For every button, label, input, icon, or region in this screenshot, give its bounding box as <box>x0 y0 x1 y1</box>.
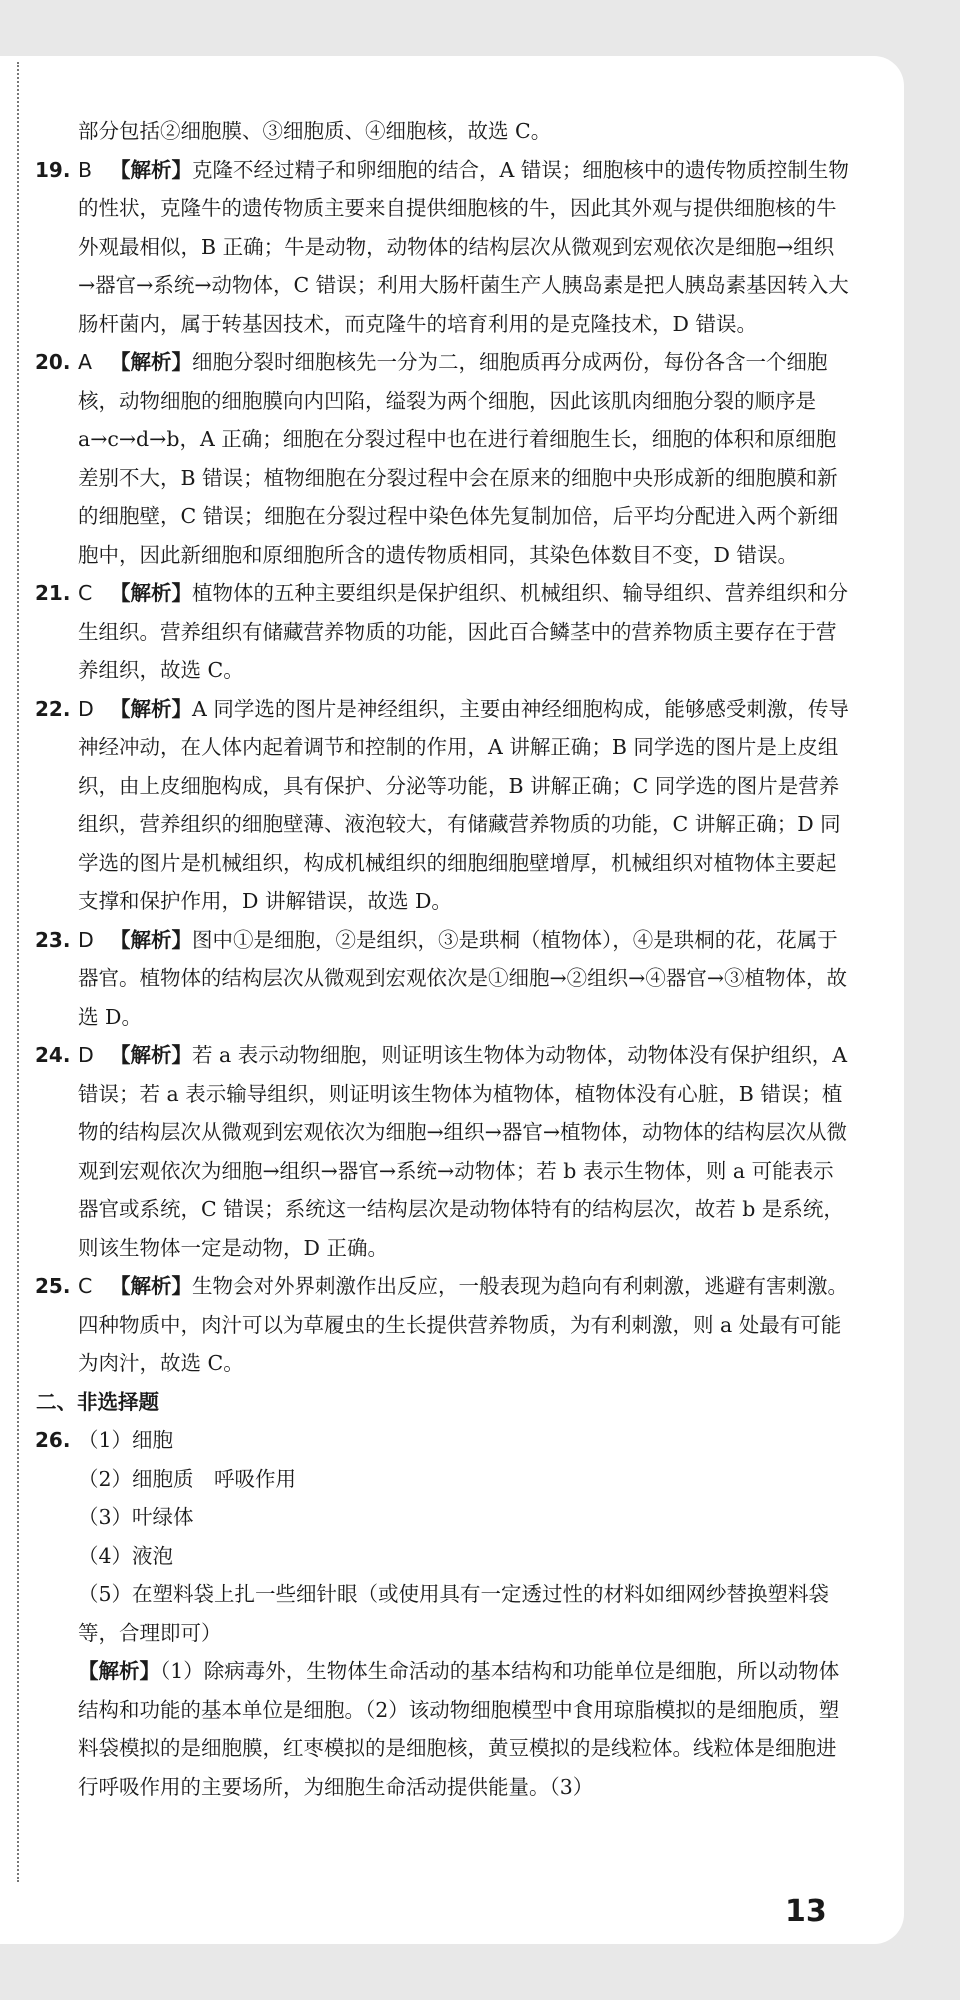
question-number: 24. <box>35 1043 71 1067</box>
question-number: 25. <box>35 1274 71 1298</box>
analysis-block <box>78 1652 850 1806</box>
analysis-tag: 【解析】 <box>78 1659 160 1683</box>
question-number: 23. <box>35 927 71 952</box>
sub-answer: （1）细胞 <box>78 1428 174 1452</box>
question-number: 22. <box>35 696 71 721</box>
answer-letter: D <box>78 1043 94 1067</box>
analysis-text: A 同学选的图片是神经组织，主要由神经细胞构成，能够感受刺激，传导神经冲动，在人体内起着调节和控制的作用，A 讲解正确；B 同学选的图片是上皮组织，由上皮细胞构成，具有保护、分泌等功能，B 讲解正确；C 同学选的图片是营养组织，营养组织的细胞壁薄、液泡较大，有储藏营养物质的功能，C 讲解正确；D 同学选的图片是机械组织，构成机械组织的细胞细胞壁增厚，机械组织对植物体主要起支撑和保护作用，D 讲解错误，故选 D。 <box>78 696 849 913</box>
answer-item-19 <box>30 151 850 344</box>
analysis-tag: 【解析】 <box>110 696 192 721</box>
analysis-text: 植物体的五种主要组织是保护组织、机械组织、输导组织、营养组织和分生组织。营养组织有储藏营养物质的功能，因此百合鳞茎中的营养物质主要存在于营养组织，故选 C。 <box>78 581 848 682</box>
question-number: 21. <box>35 581 71 605</box>
sub-answer: （3）叶绿体 <box>78 1505 194 1529</box>
sub-answer: （5）在塑料袋上扎一些细针眼（或使用具有一定透过性的材料如细网纱替换塑料袋等，合理即可） <box>78 1582 830 1645</box>
answer-letter: D <box>78 696 94 721</box>
page-number: 13 <box>785 1894 827 1929</box>
answer-item-25 <box>30 1267 850 1383</box>
analysis-text: 细胞分裂时细胞核先一分为二，细胞质再分成两份，每份各含一个细胞核，动物细胞的细胞膜向内凹陷，缢裂为两个细胞，因此该肌肉细胞分裂的顺序是 a→c→d→b，A 正确；细胞在分裂过程中也在进行着细胞生长，细胞的体积和原细胞差别不大，B 错误；植物细胞在分裂过程中会在原来的细胞中央形成新的细胞膜和新的细胞壁，C 错误；细胞在分裂过程中染色体先复制加倍，后平均分配进入两个新细胞中，因此新细胞和原细胞所含的遗传物质相同，其染色体数目不变，D 错误。 <box>78 350 839 567</box>
answer-item-26 <box>30 1421 850 1806</box>
answer-letter: C <box>78 1274 93 1298</box>
answer-content <box>30 112 850 1806</box>
analysis-tag: 【解析】 <box>110 581 192 605</box>
answer-letter: A <box>78 350 93 374</box>
analysis-tag: 【解析】 <box>110 1043 192 1067</box>
analysis-text: 生物会对外界刺激作出反应，一般表现为趋向有利刺激，逃避有害刺激。四种物质中，肉汁可以为草履虫的生长提供营养物质，为有利刺激，则 a 处最有可能为肉汁，故选 C。 <box>78 1274 848 1375</box>
answer-letter: D <box>78 927 94 952</box>
answer-item-24 <box>30 1036 850 1267</box>
analysis-text: 克隆不经过精子和卵细胞的结合，A 错误；细胞核中的遗传物质控制生物的性状，克隆牛的遗传物质主要来自提供细胞核的牛，因此其外观与提供细胞核的牛外观最相似，B 正确；牛是动物，动物体的结构层次从微观到宏观依次是细胞→组织→器官→系统→动物体，C 错误；利用大肠杆菌生产人胰岛素是把人胰岛素基因转入大肠杆菌内，属于转基因技术，而克隆牛的培育利用的是克隆技术，D 错误。 <box>78 157 849 336</box>
analysis-tag: 【解析】 <box>110 927 192 952</box>
sub-answer: （2）细胞质 呼吸作用 <box>78 1466 297 1491</box>
sub-answer: （4）液泡 <box>78 1543 174 1568</box>
answer-letter: B <box>78 157 93 182</box>
question-number: 26. <box>35 1428 71 1452</box>
answer-item-21 <box>30 574 850 690</box>
margin-dotted-line <box>17 62 19 1882</box>
analysis-text: 图中①是细胞，②是组织，③是珙桐（植物体），④是珙桐的花，花属于器官。植物体的结构层次从微观到宏观依次是①细胞→②组织→④器官→③植物体，故选 D。 <box>78 927 848 1029</box>
answer-item-23 <box>30 921 850 1037</box>
section-heading: 二、非选择题 <box>36 1389 159 1414</box>
answer-item-20 <box>30 343 850 574</box>
answer-item-22 <box>30 690 850 921</box>
analysis-text: 若 a 表示动物细胞，则证明该生物体为动物体，动物体没有保护组织，A 错误；若 a 表示输导组织，则证明该生物体为植物体，植物体没有心脏，B 错误；植物的结构层次从微观到宏观依次为细胞→组织→器官→植物体，动物体的结构层次从微观到宏观依次为细胞→组织→器官→系统→动物体；若 b 表示生物体，则 a 可能表示器官或系统，C 错误；系统这一结构层次是动物体特有的结构层次，故若 b 是系统，则该生物体一定是动物，D 正确。 <box>78 1043 848 1260</box>
question-number: 20. <box>35 350 71 374</box>
analysis-text: （1）除病毒外，生物体生命活动的基本结构和功能单位是细胞，所以动物体结构和功能的基本单位是细胞。（2）该动物细胞模型中食用琼脂模拟的是细胞质，塑料袋模拟的是细胞膜，红枣模拟的是细胞核，黄豆模拟的是线粒体。线粒体是细胞进行呼吸作用的主要场所，为细胞生命活动提供能量。（3） <box>78 1659 840 1799</box>
analysis-tag: 【解析】 <box>110 350 192 374</box>
analysis-tag: 【解析】 <box>110 1274 192 1298</box>
analysis-tag: 【解析】 <box>110 157 192 182</box>
answer-letter: C <box>78 581 93 605</box>
lead-paragraph: 部分包括②细胞膜、③细胞质、④细胞核，故选 C。 <box>78 119 552 143</box>
question-number: 19. <box>35 157 71 182</box>
